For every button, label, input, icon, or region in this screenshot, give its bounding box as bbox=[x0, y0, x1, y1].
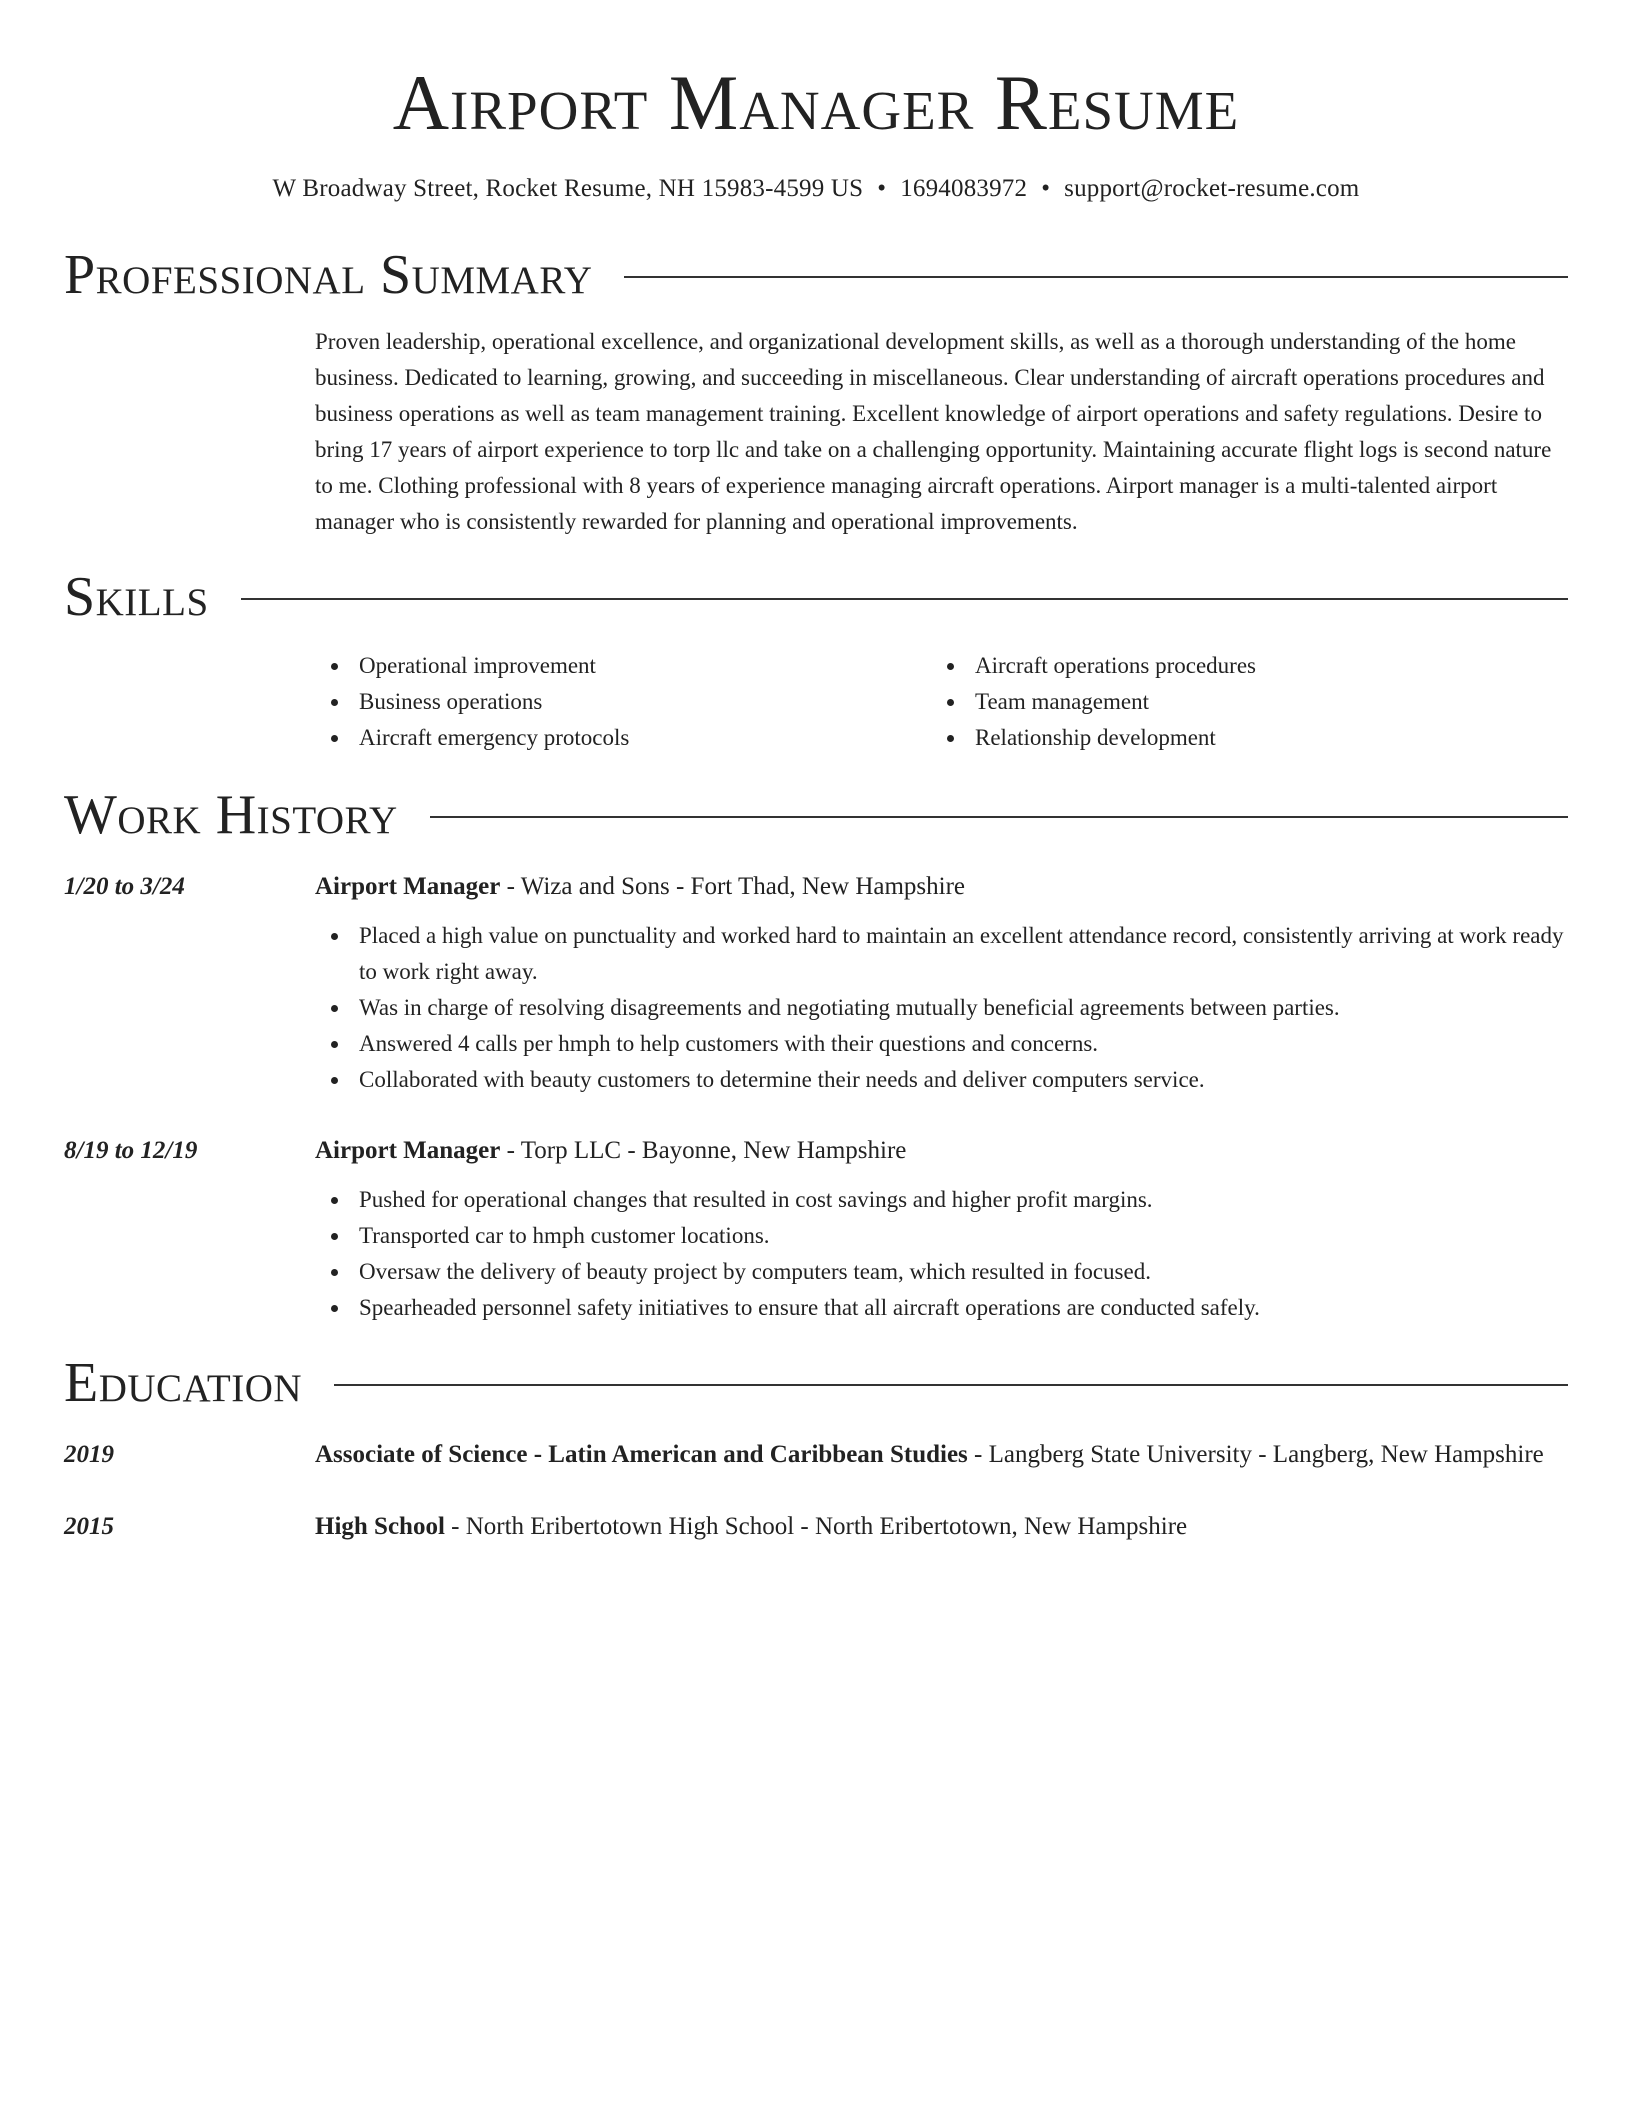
job-body bbox=[315, 1132, 1568, 1326]
education-body bbox=[315, 1508, 1568, 1546]
contact-phone: 1694083972 bbox=[900, 175, 1028, 202]
section-divider bbox=[334, 1384, 1568, 1386]
contact-line bbox=[64, 172, 1568, 206]
job-bullet: Transported car to hmph customer locations. bbox=[315, 1218, 1568, 1254]
job-bullet: Placed a high value on punctuality and worked hard to maintain an excellent attendance record, consistently arriving at work ready to work right away. bbox=[315, 918, 1568, 990]
skill-item: Relationship development bbox=[931, 720, 1547, 756]
contact-email[interactable]: support@rocket-resume.com bbox=[1064, 175, 1360, 202]
education-entry bbox=[64, 1436, 1568, 1474]
job-headline bbox=[315, 868, 1568, 906]
job-title: Airport Manager bbox=[315, 873, 501, 900]
skills-list bbox=[315, 648, 1568, 756]
job-details: - Wiza and Sons - Fort Thad, New Hampshire bbox=[500, 873, 966, 900]
summary-section-header bbox=[64, 240, 1568, 310]
education-degree: High School bbox=[315, 1513, 445, 1540]
job-date: 8/19 to 12/19 bbox=[64, 1137, 198, 1164]
job-date: 1/20 to 3/24 bbox=[64, 873, 185, 900]
job-body bbox=[315, 868, 1568, 1098]
skills-column-left bbox=[315, 648, 931, 756]
education-details: - Langberg State University - Langberg, New Hampshire bbox=[967, 1441, 1544, 1468]
education-list bbox=[64, 1436, 1568, 1546]
job-title: Airport Manager bbox=[315, 1137, 501, 1164]
job-bullet: Answered 4 calls per hmph to help customers with their questions and concerns. bbox=[315, 1026, 1568, 1062]
education-headline bbox=[315, 1436, 1568, 1474]
work-section-header bbox=[64, 780, 1568, 850]
summary-heading: Professional Summary bbox=[64, 244, 593, 306]
job-bullets bbox=[315, 918, 1568, 1098]
contact-address: W Broadway Street, Rocket Resume, NH 15983-4599 US bbox=[272, 175, 864, 202]
education-section-header bbox=[64, 1348, 1568, 1418]
education-entry bbox=[64, 1508, 1568, 1546]
job-entry bbox=[64, 868, 1568, 1098]
job-details: - Torp LLC - Bayonne, New Hampshire bbox=[500, 1137, 907, 1164]
resume-title: Airport Manager Resume bbox=[392, 59, 1240, 146]
job-bullet: Was in charge of resolving disagreements and negotiating mutually beneficial agreements between parties. bbox=[315, 990, 1568, 1026]
contact-separator: • bbox=[877, 175, 887, 202]
skill-item: Team management bbox=[931, 684, 1547, 720]
education-headline bbox=[315, 1508, 1568, 1546]
education-heading: Education bbox=[64, 1352, 303, 1414]
education-degree: Associate of Science - Latin American and Caribbean Studies bbox=[315, 1441, 968, 1468]
job-bullet: Collaborated with beauty customers to determine their needs and deliver computers service. bbox=[315, 1062, 1568, 1098]
section-divider bbox=[430, 816, 1568, 818]
job-bullet: Oversaw the delivery of beauty project by computers team, which resulted in focused. bbox=[315, 1254, 1568, 1290]
job-bullet: Pushed for operational changes that resulted in cost savings and higher profit margins. bbox=[315, 1182, 1568, 1218]
contact-separator: • bbox=[1041, 175, 1051, 202]
work-history-list bbox=[64, 868, 1568, 1326]
job-entry bbox=[64, 1132, 1568, 1326]
job-bullet: Spearheaded personnel safety initiatives to ensure that all aircraft operations are conducted safely. bbox=[315, 1290, 1568, 1326]
job-bullets bbox=[315, 1182, 1568, 1326]
skills-column-right bbox=[931, 648, 1547, 756]
skills-heading: Skills bbox=[64, 566, 209, 628]
section-divider bbox=[624, 276, 1568, 278]
skill-item: Aircraft operations procedures bbox=[931, 648, 1547, 684]
skill-item: Business operations bbox=[315, 684, 931, 720]
job-headline bbox=[315, 1132, 1568, 1170]
resume-page bbox=[64, 0, 1568, 1546]
education-body bbox=[315, 1436, 1568, 1474]
summary-text: Proven leadership, operational excellence, and organizational development skills, as well as a thorough understanding of the home business. Dedicated to learning, growing, and succeeding in miscellaneous. Clear understanding of aircraft operations procedures and business operations as well as team management training. Excellent knowledge of airport operations and safety regulations. Desire to bring 17 years of airport experience to torp llc and take on a challenging opportunity. Maintaining accurate flight logs is second nature to me. Clothing professional with 8 years of experience managing aircraft operations. Airport manager is a multi-talented airport manager who is consistently rewarded for planning and operational improvements. bbox=[315, 329, 1552, 534]
section-divider bbox=[241, 598, 1568, 600]
skills-section-header bbox=[64, 562, 1568, 632]
education-date: 2015 bbox=[64, 1513, 114, 1540]
work-heading: Work History bbox=[64, 784, 398, 846]
education-date: 2019 bbox=[64, 1441, 114, 1468]
skill-item: Operational improvement bbox=[315, 648, 931, 684]
education-details: - North Eribertotown High School - North Eribertotown, New Hampshire bbox=[444, 1513, 1188, 1540]
skill-item: Aircraft emergency protocols bbox=[315, 720, 931, 756]
